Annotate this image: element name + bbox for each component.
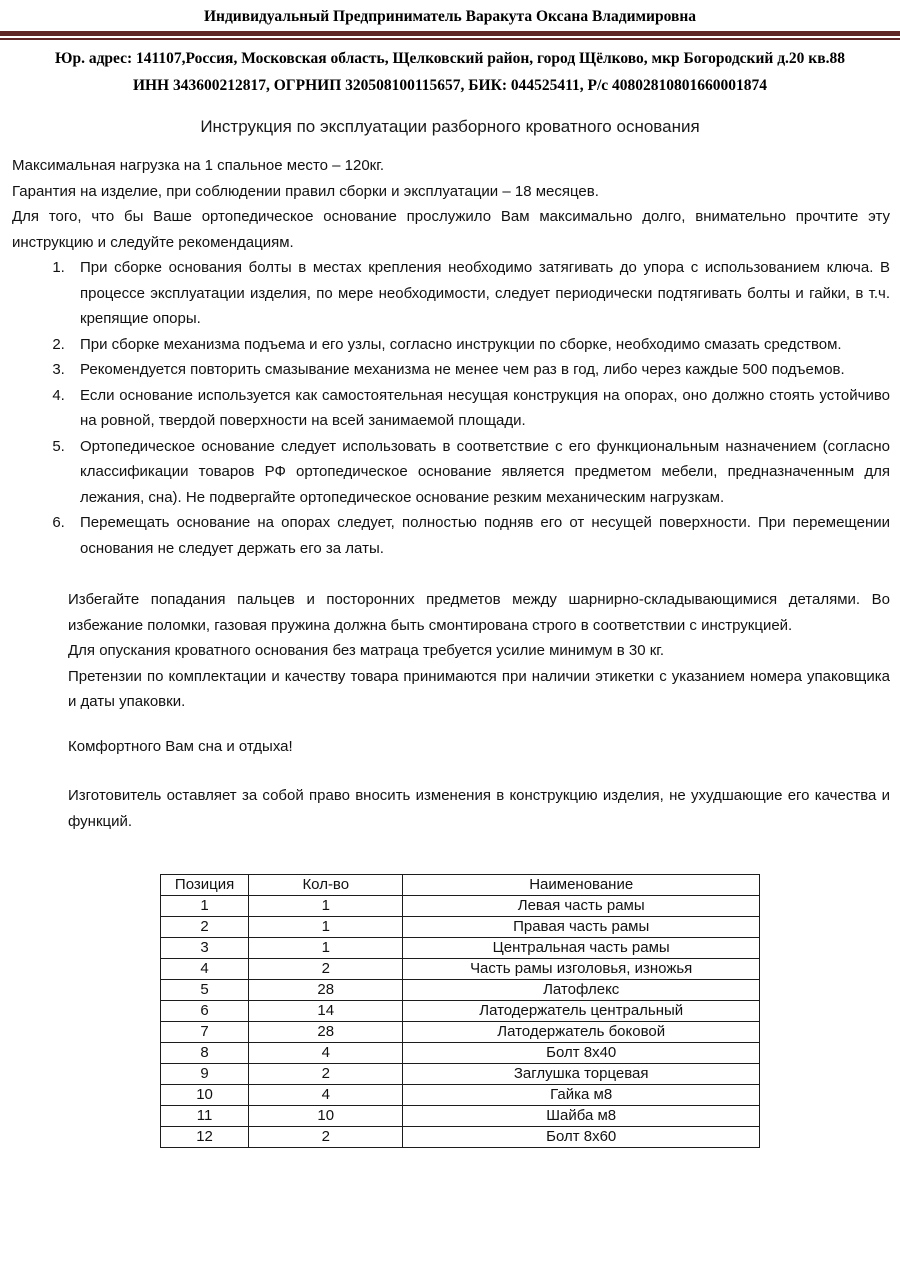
table-row bbox=[161, 1106, 760, 1127]
company-requisites: ИНН 343600212817, ОГРНИП 320508100115657, БИК: 044525411, Р/с 40802810801660001874 bbox=[132, 77, 768, 94]
cell-quantity: 1 bbox=[249, 896, 403, 917]
cell-quantity: 14 bbox=[249, 1001, 403, 1022]
legal-address: Юр. адрес: 141107,Россия, Московская область, Щелковский район, город Щёлково, мкр Богородский д.20 кв.88 bbox=[55, 50, 845, 67]
cell-position: 10 bbox=[161, 1085, 249, 1106]
cell-name: Центральная часть рамы bbox=[403, 938, 760, 959]
letterhead-rule bbox=[0, 31, 900, 40]
table-row bbox=[161, 1127, 760, 1148]
instruction-item: 3. Рекомендуется повторить смазывание механизма не менее чем раз в год, либо через каждые 500 подъемов. bbox=[69, 357, 890, 383]
cell-name: Заглушка торцевая bbox=[403, 1064, 760, 1085]
cell-name: Латодержатель центральный bbox=[403, 1001, 760, 1022]
intro-block bbox=[12, 153, 890, 255]
table-row bbox=[161, 1001, 760, 1022]
cell-position: 3 bbox=[161, 938, 249, 959]
cell-position: 2 bbox=[161, 917, 249, 938]
warning-paragraph: Избегайте попадания пальцев и посторонних предметов между шарнирно-складывающимися деталями. Во избежание поломки, газовая пружина должна быть смонтирована строго в соответствии с инструкцией. bbox=[68, 591, 890, 634]
cell-name: Гайка м8 bbox=[403, 1085, 760, 1106]
cell-name: Латофлекс bbox=[403, 980, 760, 1001]
cell-position: 12 bbox=[161, 1127, 249, 1148]
table-row bbox=[161, 938, 760, 959]
cell-name: Левая часть рамы bbox=[403, 896, 760, 917]
intro-paragraph: Для того, что бы Ваше ортопедическое основание прослужило Вам максимально долго, внимательно прочтите эту инструкцию и следуйте рекомендациям. bbox=[12, 208, 890, 251]
instruction-item: 5. Ортопедическое основание следует использовать в соответствие с его функциональным назначением (согласно классификации товаров РФ ортопедическое основание является предметом мебели, предназначенным для лежания, сна). Не подвергайте ортопедическое основание резким механическим нагрузкам. bbox=[69, 434, 890, 511]
warning-paragraph: Для опускания кроватного основания без матраца требуется усилие минимум в 30 кг. bbox=[68, 642, 665, 659]
intro-paragraph: Гарантия на изделие, при соблюдении правил сборки и эксплуатации – 18 месяцев. bbox=[12, 182, 599, 200]
cell-quantity: 1 bbox=[249, 917, 403, 938]
warning-paragraph: Претензии по комплектации и качеству товара принимаются при наличии этикетки с указанием номера упаковщика и даты упаковки. bbox=[68, 667, 890, 710]
document-body bbox=[0, 153, 900, 1148]
table-row bbox=[161, 896, 760, 917]
warnings-block bbox=[68, 587, 890, 715]
cell-position: 1 bbox=[161, 896, 249, 917]
instruction-item: 4. Если основание используется как самостоятельная несущая конструкция на опорах, оно должно стоять устойчиво на ровной, твердой поверхности на всей занимаемой площади. bbox=[69, 383, 890, 434]
cell-quantity: 4 bbox=[249, 1043, 403, 1064]
manufacturer-note: Изготовитель оставляет за собой право вносить изменения в конструкцию изделия, не ухудшающие его качества и функций. bbox=[68, 787, 890, 830]
cell-quantity: 2 bbox=[249, 959, 403, 980]
cell-name: Часть рамы изголовья, изножья bbox=[403, 959, 760, 980]
table-row bbox=[161, 1022, 760, 1043]
instruction-item: 2. При сборке механизма подъема и его узлы, согласно инструкции по сборке, необходимо смазать средством. bbox=[69, 332, 890, 358]
cell-quantity: 1 bbox=[249, 938, 403, 959]
instruction-item: 1. При сборке основания болты в местах крепления необходимо затягивать до упора с использованием ключа. В процессе эксплуатации изделия, по мере необходимости, следует периодически подтягивать болты и гайки, в т.ч. крепящие опоры. bbox=[69, 255, 890, 332]
instruction-list bbox=[12, 255, 890, 561]
cell-name: Шайба м8 bbox=[403, 1106, 760, 1127]
document-title: Инструкция по эксплуатации разборного кроватного основания bbox=[200, 117, 700, 136]
cell-quantity: 2 bbox=[249, 1127, 403, 1148]
table-header-quantity: Кол-во bbox=[249, 875, 403, 896]
table-row bbox=[161, 1064, 760, 1085]
intro-paragraph: Максимальная нагрузка на 1 спальное место – 120кг. bbox=[12, 157, 385, 174]
cell-position: 11 bbox=[161, 1106, 249, 1127]
table-row bbox=[161, 917, 760, 938]
table-header-row bbox=[161, 875, 760, 896]
table-row bbox=[161, 1043, 760, 1064]
cell-name: Правая часть рамы bbox=[403, 917, 760, 938]
cell-quantity: 28 bbox=[249, 1022, 403, 1043]
cell-quantity: 10 bbox=[249, 1106, 403, 1127]
instruction-item: 6. Перемещать основание на опорах следует, полностью подняв его от несущей поверхности. При перемещении основания не следует держать его за латы. bbox=[69, 510, 890, 561]
cell-position: 6 bbox=[161, 1001, 249, 1022]
cell-name: Болт 8х40 bbox=[403, 1043, 760, 1064]
cell-position: 9 bbox=[161, 1064, 249, 1085]
parts-table bbox=[160, 874, 760, 1148]
cell-position: 7 bbox=[161, 1022, 249, 1043]
cell-position: 8 bbox=[161, 1043, 249, 1064]
table-row bbox=[161, 980, 760, 1001]
cell-quantity: 4 bbox=[249, 1085, 403, 1106]
cell-position: 5 bbox=[161, 980, 249, 1001]
cell-position: 4 bbox=[161, 959, 249, 980]
cell-quantity: 2 bbox=[249, 1064, 403, 1085]
cell-name: Болт 8х60 bbox=[403, 1127, 760, 1148]
cell-name: Латодержатель боковой bbox=[403, 1022, 760, 1043]
company-name: Индивидуальный Предприниматель Варакута Оксана Владимировна bbox=[203, 8, 697, 25]
table-header-position: Позиция bbox=[161, 875, 249, 896]
cell-quantity: 28 bbox=[249, 980, 403, 1001]
table-row bbox=[161, 959, 760, 980]
table-row bbox=[161, 1085, 760, 1106]
table-header-name: Наименование bbox=[403, 875, 760, 896]
closing-line: Комфортного Вам сна и отдыха! bbox=[68, 737, 293, 755]
